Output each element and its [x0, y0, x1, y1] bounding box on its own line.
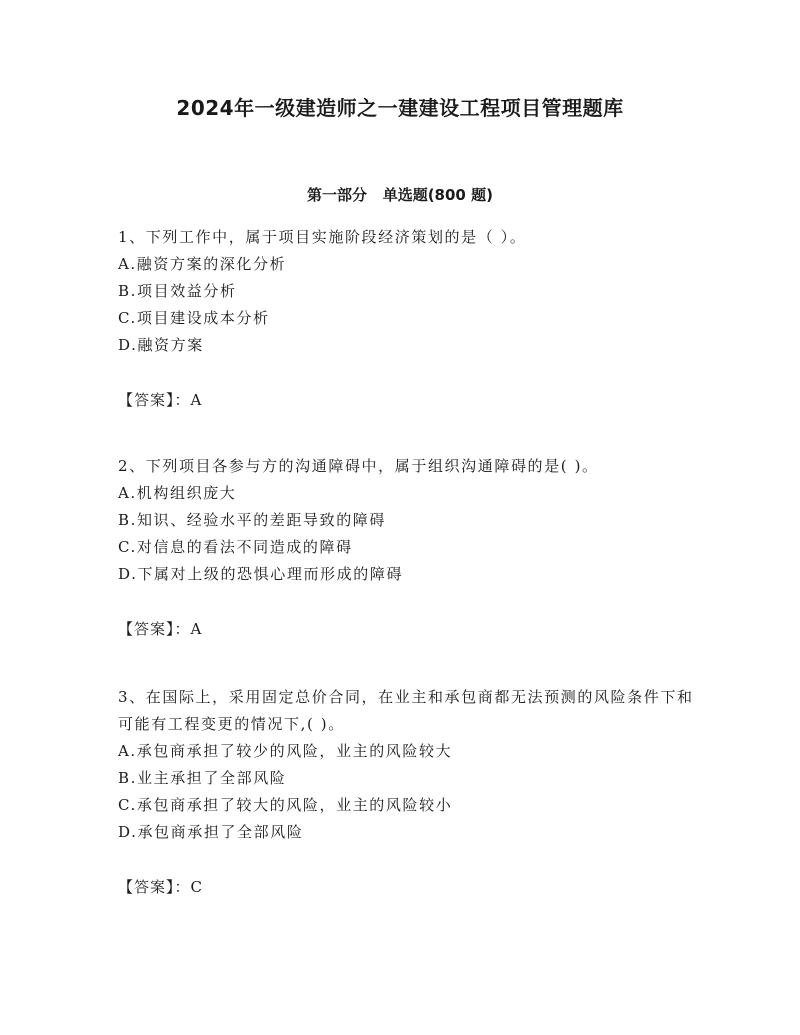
option-b: B.项目效益分析	[118, 282, 237, 300]
section-title: 第一部分 单选题(800 题)	[307, 186, 493, 204]
question-stem: 1、下列工作中，属于项目实施阶段经济策划的是（ ）。	[118, 228, 527, 246]
question-block	[118, 684, 698, 901]
option-c: C.承包商承担了较大的风险，业主的风险较小	[118, 796, 453, 814]
option-a: A.融资方案的深化分析	[118, 255, 287, 273]
option-d: D.融资方案	[118, 336, 204, 354]
answer-line: 【答案】：C	[118, 878, 203, 896]
question-stem: 2、下列项目各参与方的沟通障碍中，属于组织沟通障碍的是( )。	[118, 457, 599, 475]
question-stem: 3、在国际上，采用固定总价合同，在业主和承包商都无法预测的风险条件下和可能有工程变更的情况下,( )。	[118, 688, 694, 733]
answer-line: 【答案】：A	[118, 620, 203, 638]
option-c: C.项目建设成本分析	[118, 309, 270, 327]
option-list	[118, 480, 698, 588]
question-block	[118, 224, 698, 414]
document-title: 2024年一级建造师之一建建设工程项目管理题库	[176, 96, 624, 120]
question-block	[118, 453, 698, 643]
option-b: B.知识、经验水平的差距导致的障碍	[118, 511, 386, 529]
option-list	[118, 251, 698, 359]
option-b: B.业主承担了全部风险	[118, 769, 287, 787]
option-a: A.机构组织庞大	[118, 484, 237, 502]
option-d: D.下属对上级的恐惧心理而形成的障碍	[118, 565, 404, 583]
option-list	[118, 738, 698, 846]
option-c: C.对信息的看法不同造成的障碍	[118, 538, 353, 556]
answer-line: 【答案】：A	[118, 391, 203, 409]
option-d: D.承包商承担了全部风险	[118, 823, 304, 841]
option-a: A.承包商承担了较少的风险，业主的风险较大	[118, 742, 453, 760]
